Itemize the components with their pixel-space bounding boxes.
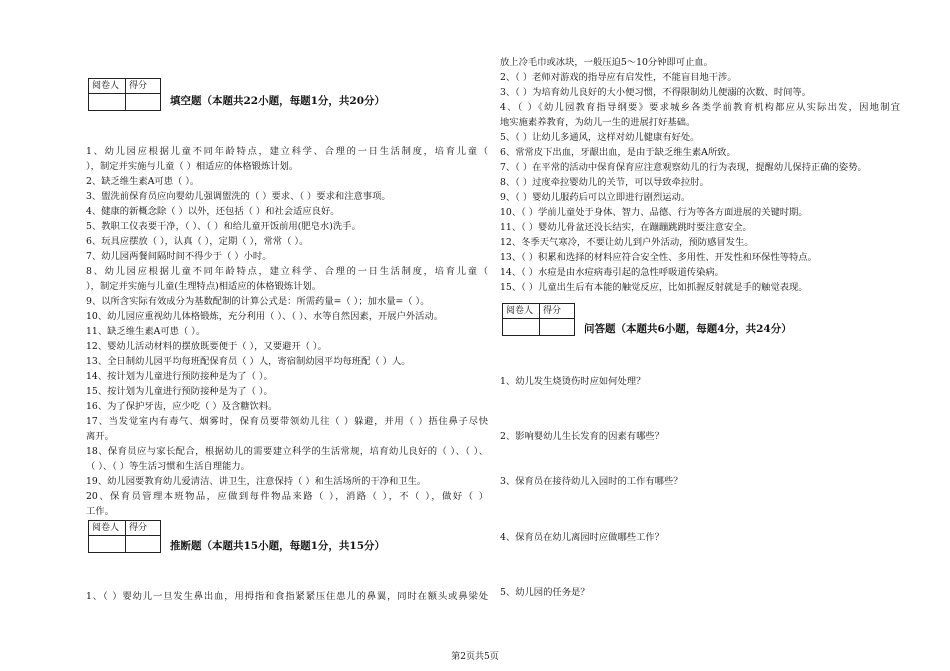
- score-box-reviewer-label: 阅卷人: [89, 521, 126, 536]
- score-box-score-label: 得分: [126, 521, 161, 536]
- question-line: 17、当发觉室内有毒气、烟雾时，保育员要带领幼儿往（ ）躲避，并用（ ）捂住鼻子尽快: [86, 416, 488, 427]
- reviewer-cell[interactable]: [89, 94, 126, 111]
- question-line: 12、冬季天气寒冷，不要让幼儿到户外活动，预防感冒发生。: [500, 237, 754, 248]
- question-line: 20、保育员管理本班物品，应做到每件物品来路（ ），消路（ ），不（ ），做好（ ）: [86, 491, 488, 502]
- question-line: 4、（ ）《幼儿园教育指导纲要》要求城乡各类学前教育机构都应从实际出发，因地制宜: [500, 102, 900, 113]
- question-line: 5、教职工仪表要干净，（ ）、（ ）和给儿童开饭前用(肥皂水)洗手。: [86, 221, 361, 232]
- question-line: 1、幼儿园应根据儿童不同年龄特点，建立科学、合理的一日生活制度，培育儿童（: [86, 146, 488, 157]
- question-line: 10、幼儿园应重视幼儿体格锻炼，充分利用（ ）、（ ）、水等自然因素，开展户外活动。: [86, 311, 444, 322]
- question-line: 18、保育员应与家长配合，根据幼儿的需要建立科学的生活常规，培育幼儿良好的（ ）、（ ）、: [86, 446, 488, 457]
- question-line: 16、为了保护牙齿，应少吃（ ）及含糖饮料。: [86, 401, 278, 412]
- question-line: 离开。: [86, 431, 114, 442]
- question-line: ），制定并实施与儿童(生理特点)相适应的体格锻炼计划。: [86, 281, 322, 292]
- question-line: 4、保育员在幼儿离园时应做哪些工作？: [500, 532, 664, 543]
- score-box-score-label: 得分: [126, 79, 161, 94]
- question-line: 1、幼儿发生烧烫伤时应如何处理？: [500, 376, 646, 387]
- question-line: 6、玩具应摆放（ ），认真（ ），定期（ ），常常（ ）。: [86, 236, 309, 247]
- question-line: 12、婴幼儿活动材料的摆放既要便于（ ），又要避开（ ）。: [86, 341, 327, 352]
- section-title-short-answer: 问答题（本题共6小题，每题4分，共24分）: [584, 323, 792, 335]
- score-cell[interactable]: [126, 94, 161, 111]
- section-title-fill-blank: 填空题（本题共22小题，每题1分，共20分）: [170, 95, 386, 107]
- question-line: 2、影响婴幼儿生长发育的因素有哪些？: [500, 431, 664, 442]
- question-line: 7、（ ）在平常的活动中保育保育应注意观察幼儿的行为表现，提醒幼儿保持正确的姿势。: [500, 162, 867, 173]
- question-line: 14、按计划为儿童进行预防接种是为了（ ）。: [86, 371, 273, 382]
- question-line: 5、（ ）让幼儿多通风，这样对幼儿健康有好处。: [500, 132, 700, 143]
- score-box-1: [88, 78, 161, 111]
- question-line: 地实施素养教育，为幼儿一生的进展打好基础。: [500, 117, 696, 128]
- question-line: 2、缺乏维生素A可患（ ）。: [86, 176, 200, 187]
- question-line: 3、（ ）为培育幼儿良好的大小便习惯，不得限制幼儿便溺的次数、时间等。: [500, 87, 812, 98]
- question-line: ），制定并实施与儿童（ ）相适应的体格锻炼计划。: [86, 161, 299, 172]
- question-line: 11、缺乏维生素A可患（ ）。: [86, 326, 206, 337]
- question-line: 13、（ ）积累和选择的材料应符合安全性、多用性、开发性和环保性等特点。: [500, 252, 817, 263]
- reviewer-cell[interactable]: [89, 536, 126, 553]
- question-line: 13、全日制幼儿园平均每班配保育员（ ）人，寄宿制幼园平均每班配（ ）人。: [86, 356, 411, 367]
- score-box-3: [502, 303, 575, 336]
- question-line: 8、（ ）过度牵拉婴幼儿的关节，可以导致牵拉肘。: [500, 177, 709, 188]
- score-box-score-label: 得分: [540, 304, 575, 319]
- question-line: 15、按计划为儿童进行预防接种是为了（ ）。: [86, 386, 273, 397]
- score-cell[interactable]: [540, 319, 575, 336]
- question-line: （ ）、（ ）等生活习惯和生活自理能力。: [86, 461, 250, 472]
- question-line: 9、以所含实际有效成分为基数配制的计算公式是：所需药量=（ ）；加水量=（ ）。: [86, 296, 430, 307]
- question-line: 3、盥洗前保育员应向婴幼儿强调盥洗的（ ）要求、（ ）要求和注意事项。: [86, 191, 391, 202]
- question-line: 1、（ ）婴幼儿一旦发生鼻出血，用拇指和食指紧紧压住患儿的鼻翼，同时在额头或鼻梁处: [86, 591, 488, 602]
- score-cell[interactable]: [126, 536, 161, 553]
- question-line: 10、（ ）学前儿童处于身体、智力、品德、行为等各方面进展的关键时期。: [500, 207, 808, 218]
- question-line: 2、（ ）老师对游戏的指导应有启发性，不能盲目地干涉。: [500, 72, 737, 83]
- question-line: 8、幼儿园应根据儿童不同年龄特点，建立科学、合理的一日生活制度，培育儿童（: [86, 266, 488, 277]
- score-box-2: [88, 520, 161, 553]
- section-title-true-false: 推断题（本题共15小题，每题1分，共15分）: [170, 540, 386, 552]
- question-line: 6、常常皮下出血，牙龈出血，是由于缺乏维生素A所致。: [500, 147, 736, 158]
- score-box-reviewer-label: 阅卷人: [89, 79, 126, 94]
- question-line: 工作。: [86, 506, 114, 517]
- question-line: 7、幼儿园两餐间隔时间不得少于（ ）小时。: [86, 251, 272, 262]
- question-line: 15、（ ）儿童出生后有本能的触觉反应，比如抓握反射就是手的触觉表现。: [500, 282, 808, 293]
- question-line: 4、健康的新概念除（ ）以外，还包括（ ）和社会适应良好。: [86, 206, 340, 217]
- question-line: 放上冷毛巾或冰块，一般压迫5～10分钟即可止血。: [500, 57, 713, 68]
- question-line: 11、（ ）婴幼儿骨盆还没长结实，在蹦蹦跳跳时要注意安全。: [500, 222, 752, 233]
- question-line: 14、（ ）水痘是由水痘病毒引起的急性呼吸道传染病。: [500, 267, 724, 278]
- page-number: 第2页共5页: [451, 652, 499, 662]
- question-line: 5、幼儿园的任务是？: [500, 587, 590, 598]
- question-line: 9、（ ）婴幼儿服药后可以立即进行剧烈运动。: [500, 192, 691, 203]
- question-line: 3、保育员在接待幼儿入园时的工作有哪些？: [500, 476, 683, 487]
- question-line: 19、幼儿园要教育幼儿爱清洁、讲卫生，注意保持（ ）和生活场所的干净和卫生。: [86, 476, 427, 487]
- reviewer-cell[interactable]: [503, 319, 540, 336]
- score-box-reviewer-label: 阅卷人: [503, 304, 540, 319]
